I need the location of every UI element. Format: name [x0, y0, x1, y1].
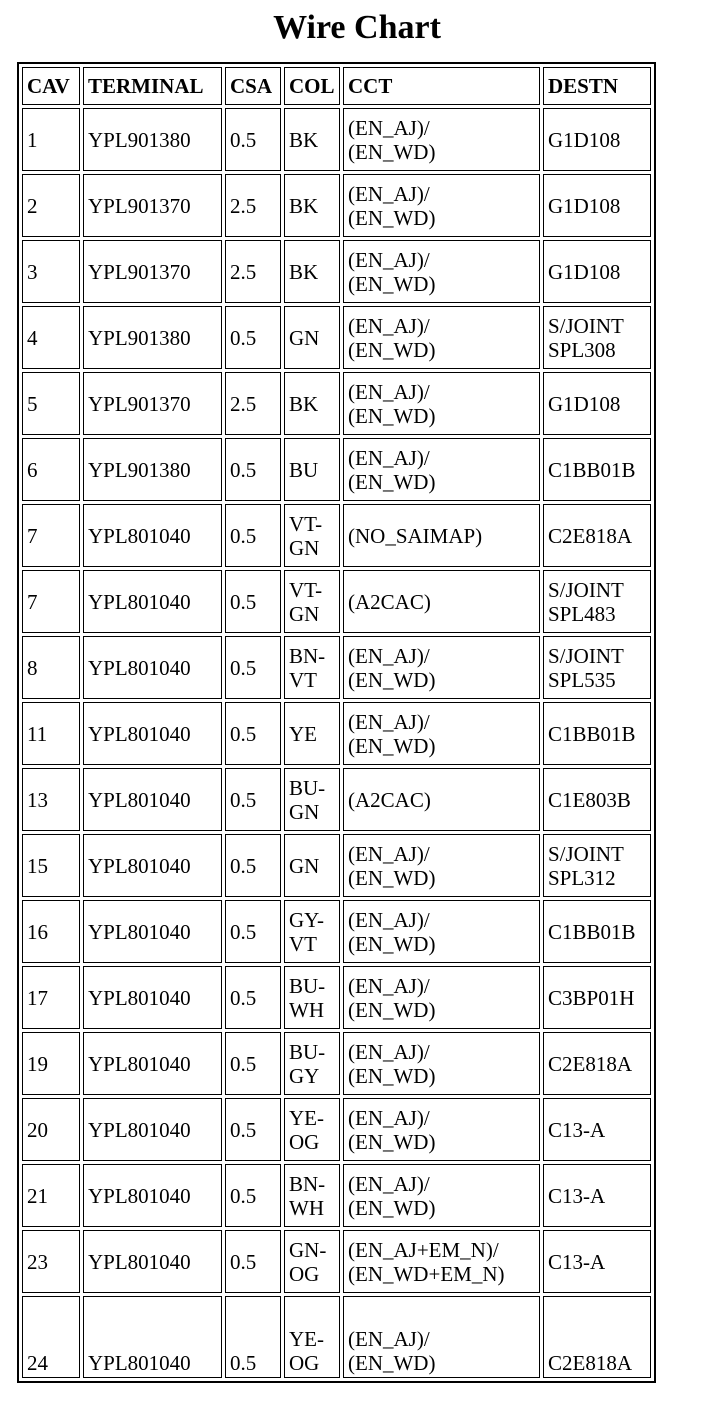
header-csa: CSA	[225, 67, 281, 105]
cell-csa: 2.5	[225, 174, 281, 237]
cell-csa: 0.5	[225, 570, 281, 633]
cell-cct: (EN_AJ)/ (EN_WD)	[343, 636, 540, 699]
cell-csa: 0.5	[225, 1296, 281, 1378]
cell-csa: 0.5	[225, 636, 281, 699]
cell-col: GY- VT	[284, 900, 340, 963]
table-row	[22, 900, 651, 963]
cell-terminal: YPL901370	[83, 372, 222, 435]
cell-col: BN- WH	[284, 1164, 340, 1227]
cell-col: BN- VT	[284, 636, 340, 699]
cell-destn: S/JOINT SPL535	[543, 636, 651, 699]
cell-cct: (EN_AJ)/ (EN_WD)	[343, 174, 540, 237]
cell-csa: 0.5	[225, 504, 281, 567]
cell-destn: C1E803B	[543, 768, 651, 831]
cell-terminal: YPL901380	[83, 438, 222, 501]
cell-terminal: YPL801040	[83, 1164, 222, 1227]
cell-cav: 8	[22, 636, 80, 699]
cell-col: BK	[284, 174, 340, 237]
cell-csa: 0.5	[225, 1230, 281, 1293]
cell-cav: 21	[22, 1164, 80, 1227]
cell-csa: 2.5	[225, 372, 281, 435]
table-body	[22, 108, 651, 1378]
cell-col: GN	[284, 306, 340, 369]
cell-destn: C2E818A	[543, 504, 651, 567]
table-row	[22, 108, 651, 171]
cell-cct: (NO_SAIMAP)	[343, 504, 540, 567]
cell-col: VT- GN	[284, 504, 340, 567]
cell-terminal: YPL801040	[83, 1098, 222, 1161]
cell-csa: 0.5	[225, 1032, 281, 1095]
cell-cct: (EN_AJ)/ (EN_WD)	[343, 702, 540, 765]
wire-chart-table	[17, 62, 656, 1383]
cell-destn: C3BP01H	[543, 966, 651, 1029]
page-title: Wire Chart	[273, 9, 441, 46]
cell-terminal: YPL901370	[83, 240, 222, 303]
table-row	[22, 1098, 651, 1161]
cell-cct: (EN_AJ)/ (EN_WD)	[343, 834, 540, 897]
cell-terminal: YPL901380	[83, 108, 222, 171]
table-row	[22, 1230, 651, 1293]
cell-cct: (EN_AJ)/ (EN_WD)	[343, 372, 540, 435]
cell-col: BU- WH	[284, 966, 340, 1029]
table-row	[22, 1164, 651, 1227]
cell-col: BU- GN	[284, 768, 340, 831]
cell-cav: 15	[22, 834, 80, 897]
cell-csa: 0.5	[225, 108, 281, 171]
cell-destn: C2E818A	[543, 1032, 651, 1095]
table-row	[22, 1296, 651, 1378]
table-row	[22, 702, 651, 765]
cell-terminal: YPL801040	[83, 1296, 222, 1378]
cell-destn: C13-A	[543, 1098, 651, 1161]
cell-cav: 2	[22, 174, 80, 237]
cell-col: GN- OG	[284, 1230, 340, 1293]
cell-cct: (EN_AJ)/ (EN_WD)	[343, 438, 540, 501]
cell-terminal: YPL801040	[83, 966, 222, 1029]
table-row	[22, 834, 651, 897]
cell-cct: (EN_AJ)/ (EN_WD)	[343, 966, 540, 1029]
cell-csa: 0.5	[225, 438, 281, 501]
cell-destn: C13-A	[543, 1230, 651, 1293]
cell-cav: 1	[22, 108, 80, 171]
table-row	[22, 372, 651, 435]
cell-terminal: YPL901380	[83, 306, 222, 369]
cell-col: GN	[284, 834, 340, 897]
cell-col: YE	[284, 702, 340, 765]
cell-destn: C2E818A	[543, 1296, 651, 1378]
cell-col: BK	[284, 240, 340, 303]
header-cct: CCT	[343, 67, 540, 105]
cell-destn: C1BB01B	[543, 900, 651, 963]
cell-col: BU	[284, 438, 340, 501]
cell-cct: (A2CAC)	[343, 768, 540, 831]
header-destn: DESTN	[543, 67, 651, 105]
cell-csa: 0.5	[225, 768, 281, 831]
header-row	[22, 67, 651, 105]
cell-cct: (EN_AJ)/ (EN_WD)	[343, 900, 540, 963]
cell-cct: (EN_AJ)/ (EN_WD)	[343, 306, 540, 369]
cell-terminal: YPL801040	[83, 768, 222, 831]
cell-cav: 13	[22, 768, 80, 831]
cell-destn: S/JOINT SPL308	[543, 306, 651, 369]
cell-cct: (A2CAC)	[343, 570, 540, 633]
cell-cct: (EN_AJ)/ (EN_WD)	[343, 1098, 540, 1161]
cell-cav: 4	[22, 306, 80, 369]
cell-destn: C13-A	[543, 1164, 651, 1227]
cell-cav: 16	[22, 900, 80, 963]
cell-cct: (EN_AJ+EM_N)/ (EN_WD+EM_N)	[343, 1230, 540, 1293]
cell-terminal: YPL801040	[83, 834, 222, 897]
cell-cav: 7	[22, 504, 80, 567]
cell-cav: 19	[22, 1032, 80, 1095]
cell-terminal: YPL901370	[83, 174, 222, 237]
header-cav: CAV	[22, 67, 80, 105]
cell-cct: (EN_AJ)/ (EN_WD)	[343, 240, 540, 303]
cell-col: BK	[284, 108, 340, 171]
header-terminal: TERMINAL	[83, 67, 222, 105]
cell-cav: 7	[22, 570, 80, 633]
cell-terminal: YPL801040	[83, 504, 222, 567]
cell-cct: (EN_AJ)/ (EN_WD)	[343, 108, 540, 171]
table-row	[22, 768, 651, 831]
cell-cct: (EN_AJ)/ (EN_WD)	[343, 1164, 540, 1227]
table-row	[22, 570, 651, 633]
cell-terminal: YPL801040	[83, 636, 222, 699]
cell-col: YE- OG	[284, 1098, 340, 1161]
cell-destn: G1D108	[543, 108, 651, 171]
cell-terminal: YPL801040	[83, 900, 222, 963]
cell-cav: 17	[22, 966, 80, 1029]
cell-cav: 6	[22, 438, 80, 501]
cell-terminal: YPL801040	[83, 570, 222, 633]
table-row	[22, 1032, 651, 1095]
cell-col: YE- OG	[284, 1296, 340, 1378]
cell-cct: (EN_AJ)/ (EN_WD)	[343, 1296, 540, 1378]
table-row	[22, 438, 651, 501]
table-row	[22, 306, 651, 369]
table-row	[22, 966, 651, 1029]
cell-csa: 0.5	[225, 702, 281, 765]
cell-csa: 0.5	[225, 834, 281, 897]
cell-cav: 11	[22, 702, 80, 765]
cell-csa: 0.5	[225, 306, 281, 369]
cell-csa: 0.5	[225, 966, 281, 1029]
table-row	[22, 240, 651, 303]
cell-destn: C1BB01B	[543, 702, 651, 765]
cell-csa: 2.5	[225, 240, 281, 303]
cell-destn: S/JOINT SPL483	[543, 570, 651, 633]
cell-col: BU- GY	[284, 1032, 340, 1095]
table-row	[22, 504, 651, 567]
table-row	[22, 636, 651, 699]
table-row	[22, 174, 651, 237]
cell-csa: 0.5	[225, 1098, 281, 1161]
cell-csa: 0.5	[225, 1164, 281, 1227]
cell-cav: 3	[22, 240, 80, 303]
cell-terminal: YPL801040	[83, 1230, 222, 1293]
cell-terminal: YPL801040	[83, 702, 222, 765]
cell-cav: 23	[22, 1230, 80, 1293]
cell-col: BK	[284, 372, 340, 435]
cell-destn: G1D108	[543, 372, 651, 435]
cell-cct: (EN_AJ)/ (EN_WD)	[343, 1032, 540, 1095]
cell-cav: 20	[22, 1098, 80, 1161]
cell-destn: G1D108	[543, 174, 651, 237]
cell-cav: 24	[22, 1296, 80, 1378]
cell-destn: S/JOINT SPL312	[543, 834, 651, 897]
cell-destn: C1BB01B	[543, 438, 651, 501]
cell-destn: G1D108	[543, 240, 651, 303]
cell-csa: 0.5	[225, 900, 281, 963]
header-col: COL	[284, 67, 340, 105]
cell-terminal: YPL801040	[83, 1032, 222, 1095]
cell-col: VT- GN	[284, 570, 340, 633]
cell-cav: 5	[22, 372, 80, 435]
